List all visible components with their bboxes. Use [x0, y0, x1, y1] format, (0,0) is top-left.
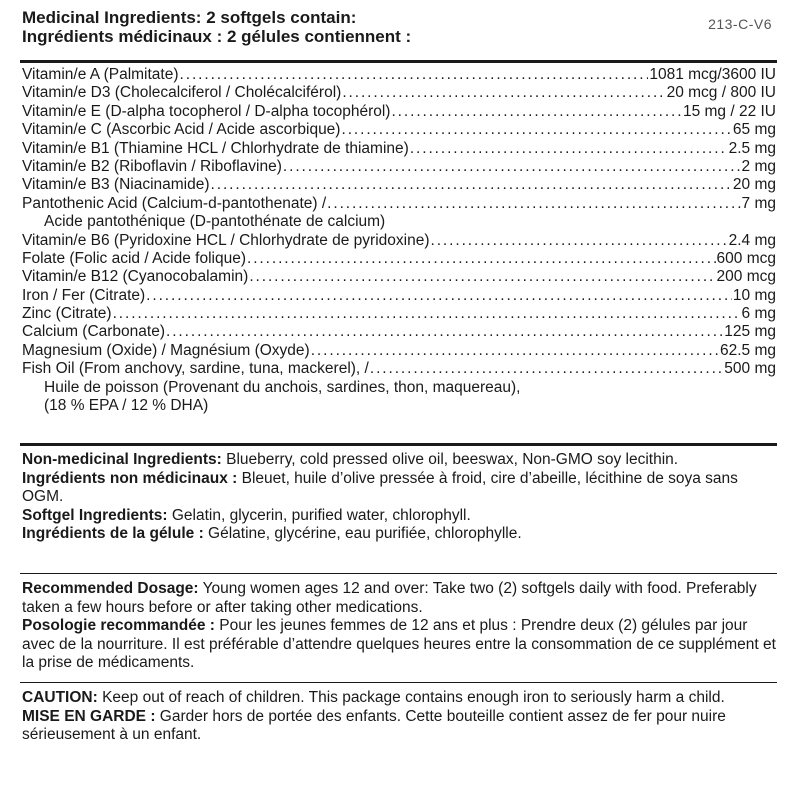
ingredient-row: Vitamin/e B1 (Thiamine HCL / Chlorhydrate de thiamine) . . . 2.5 mg: [22, 140, 776, 158]
non-medicinal-section: [22, 451, 778, 544]
ingredient-row: Iron / Fer (Citrate) . . . 10 mg: [22, 287, 776, 305]
ingredient-row: Vitamin/e E (D-alpha tocopherol / D-alpha tocophérol) . . . 15 mg / 22 IU: [22, 103, 776, 121]
ingredient-row: Vitamin/e A (Palmitate) . . . 1081 mcg/3600 IU: [22, 66, 776, 84]
softgel-english: Softgel Ingredients: Gelatin, glycerin, purified water, chlorophyll.: [22, 506, 471, 524]
ingredient-row: Pantothenic Acid (Calcium-d-pantothenate) / . . . 7 mg: [22, 195, 776, 213]
header-french: Ingrédients médicinaux : 2 gélules contiennent :: [22, 27, 412, 46]
ingredient-row: Vitamin/e C (Ascorbic Acid / Acide ascorbique) . . . 65 mg: [22, 121, 776, 139]
divider-caution: [20, 682, 777, 683]
dosage-french: Posologie recommandée : Pour les jeunes femmes de 12 ans et plus : Prendre deux (2) gélules par jour avec de la nourriture. Il est préférable d’attendre quelques heures entre la consommation de ce supplément et la prise de médicaments.: [22, 617, 776, 672]
divider-ingredients: [20, 443, 777, 446]
ingredient-row: Vitamin/e B12 (Cyanocobalamin) . . . 200 mcg: [22, 268, 776, 286]
ingredient-list: [22, 66, 776, 415]
ingredient-row: Zinc (Citrate) . . . 6 mg: [22, 305, 776, 323]
ingredient-row: Calcium (Carbonate) . . . 125 mg: [22, 323, 776, 341]
header-english: Medicinal Ingredients: 2 softgels contain:: [22, 8, 357, 27]
dosage-section: [22, 580, 778, 673]
caution-section: [22, 689, 778, 745]
ingredient-row: Vitamin/e D3 (Cholecalciferol / Cholécalciférol) . . . 20 mcg / 800 IU: [22, 84, 776, 102]
non-medicinal-english: Non-medicinal Ingredients: Blueberry, cold pressed olive oil, beeswax, Non-GMO soy lecithin.: [22, 451, 679, 468]
non-medicinal-french: Ingrédients non médicinaux : Bleuet, huile d’olive pressée à froid, cire d’abeille, lécithine de soya sans OGM.: [22, 469, 738, 506]
ingredient-row: Vitamin/e B3 (Niacinamide) . . . 20 mg: [22, 176, 776, 194]
divider-dosage: [20, 573, 777, 574]
ingredient-row: Folate (Folic acid / Acide folique) . . . 600 mcg: [22, 250, 776, 268]
caution-french: MISE EN GARDE : Garder hors de portée des enfants. Cette bouteille contient assez de fer pour nuire sérieusement à un enfant.: [22, 707, 726, 744]
caution-english: CAUTION: Keep out of reach of children. This package contains enough iron to seriously harm a child.: [22, 689, 725, 706]
product-code: 213-C-V6: [708, 16, 772, 32]
softgel-french: Ingrédients de la gélule : Gélatine, glycérine, eau purifiée, chlorophylle.: [22, 525, 522, 543]
ingredient-continuation: Acide pantothénique (D-pantothénate de calcium): [44, 213, 386, 231]
ingredient-row: Vitamin/e B6 (Pyridoxine HCL / Chlorhydrate de pyridoxine) . . . 2.4 mg: [22, 232, 776, 250]
ingredient-continuation: Huile de poisson (Provenant du anchois, sardines, thon, maquereau),: [44, 378, 521, 396]
dosage-english: Recommended Dosage: Young women ages 12 and over: Take two (2) softgels daily with food. Preferably taken a few hours before or after taking other medications.: [22, 580, 757, 616]
ingredient-row: Magnesium (Oxide) / Magnésium (Oxyde) . . . 62.5 mg: [22, 342, 776, 360]
ingredient-continuation: (18 % EPA / 12 % DHA): [44, 397, 209, 415]
ingredient-row: Fish Oil (From anchovy, sardine, tuna, mackerel), / . . . 500 mg: [22, 360, 776, 378]
divider-top: [20, 60, 777, 63]
ingredient-row: Vitamin/e B2 (Riboflavin / Riboflavine) . . . 2 mg: [22, 158, 776, 176]
medicinal-ingredients-header: [22, 8, 542, 46]
